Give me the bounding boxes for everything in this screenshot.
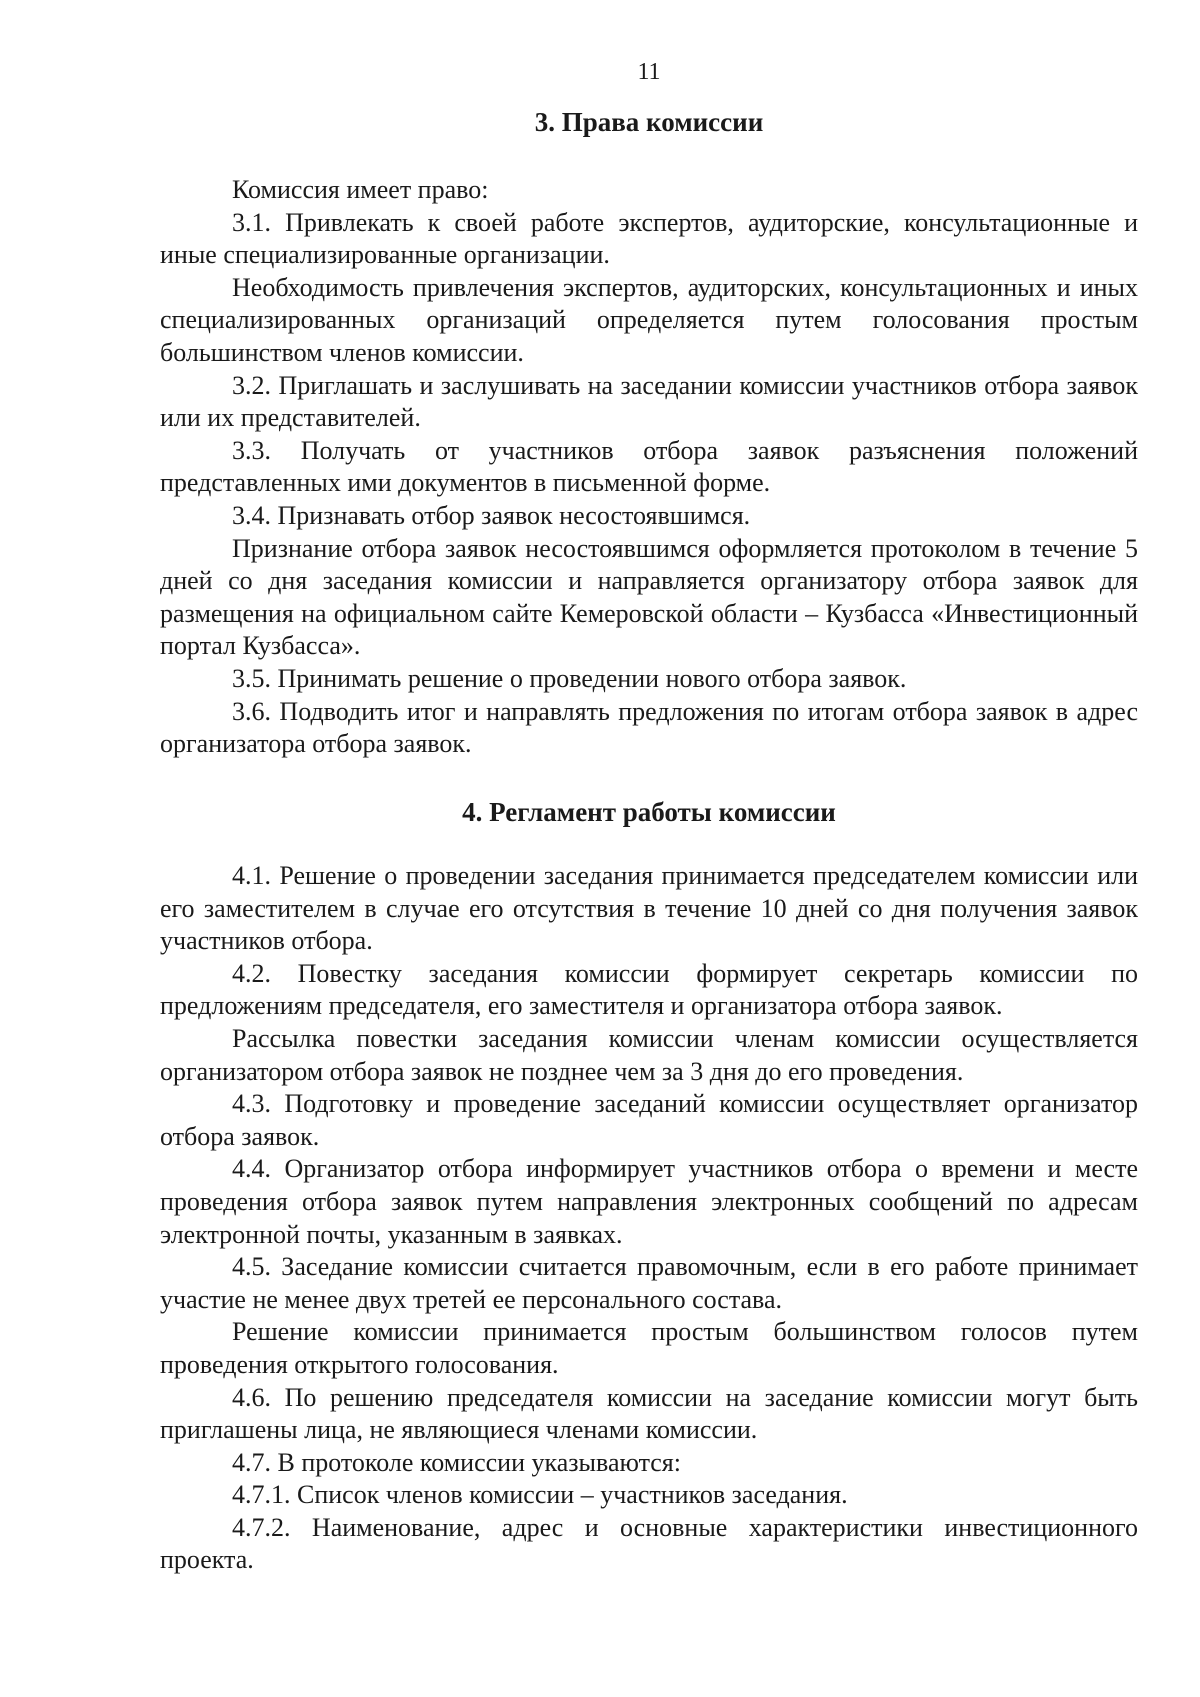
paragraph: Признание отбора заявок несостоявшимся оформляется протоколом в течение 5 дней со дня заседания комиссии и направляется организатору отбора заявок для размещения на официальном сайте Кемеровской области – Кузбасса «Инвестиционный портал Кузбасса». [160, 533, 1138, 661]
section-heading-regulations: 4. Регламент работы комиссии [462, 797, 836, 827]
paragraph: 3.6. Подводить итог и направлять предложения по итогам отбора заявок в адрес организатора отбора заявок. [160, 696, 1138, 759]
paragraph: 4.4. Организатор отбора информирует участников отбора о времени и месте проведения отбора заявок путем направления электронных сообщений по адресам электронной почты, указанным в заявках. [160, 1154, 1138, 1249]
paragraph: 4.7.2. Наименование, адрес и основные характеристики инвестиционного проекта. [160, 1512, 1138, 1575]
paragraph: 3.4. Признавать отбор заявок несостоявшимся. [232, 500, 751, 530]
paragraph: Комиссия имеет право: [232, 175, 489, 204]
paragraph: 4.7. В протоколе комиссии указываются: [232, 1447, 681, 1477]
paragraph: Рассылка повестки заседания комиссии членам комиссии осуществляется организатором отбора заявок не позднее чем за 3 дня до его проведения. [160, 1023, 1138, 1086]
paragraph: 3.5. Принимать решение о проведении нового отбора заявок. [232, 663, 907, 693]
paragraph: Решение комиссии принимается простым большинством голосов путем проведения открытого голосования. [160, 1317, 1138, 1379]
paragraph: 3.2. Приглашать и заслушивать на заседании комиссии участников отбора заявок или их представителей. [160, 370, 1138, 433]
paragraph: 4.5. Заседание комиссии считается правомочным, если в его работе принимает участие не менее двух третей ее персонального состава. [160, 1252, 1138, 1314]
page-number: 11 [637, 59, 661, 85]
paragraph: 4.6. По решению председателя комиссии на заседание комиссии могут быть приглашены лица, не являющиеся членами комиссии. [160, 1382, 1138, 1445]
paragraph: Необходимость привлечения экспертов, аудиторских, консультационных и иных специализированных организаций определяется путем голосования простым большинством членов комиссии. [160, 272, 1138, 367]
paragraph: 4.2. Повестку заседания комиссии формирует секретарь комиссии по предложениям председателя, его заместителя и организатора отбора заявок. [160, 958, 1138, 1021]
section-heading-rights: 3. Права комиссии [534, 107, 764, 137]
paragraph: 4.7.1. Список членов комиссии – участников заседания. [232, 1480, 848, 1510]
paragraph: 4.3. Подготовку и проведение заседаний комиссии осуществляет организатор отбора заявок. [160, 1089, 1138, 1151]
section-body-regulations [160, 860, 1138, 1577]
paragraph: 3.1. Привлекать к своей работе экспертов, аудиторские, консультационные и иные специализированные организации. [160, 207, 1138, 270]
paragraph: 3.3. Получать от участников отбора заявок разъяснения положений представленных ими документов в письменной форме. [160, 435, 1138, 498]
paragraph: 4.1. Решение о проведении заседания принимается председателем комиссии или его заместителем в случае его отсутствия в течение 10 дней со дня получения заявок участников отбора. [160, 861, 1138, 956]
section-body-rights [160, 174, 1138, 761]
